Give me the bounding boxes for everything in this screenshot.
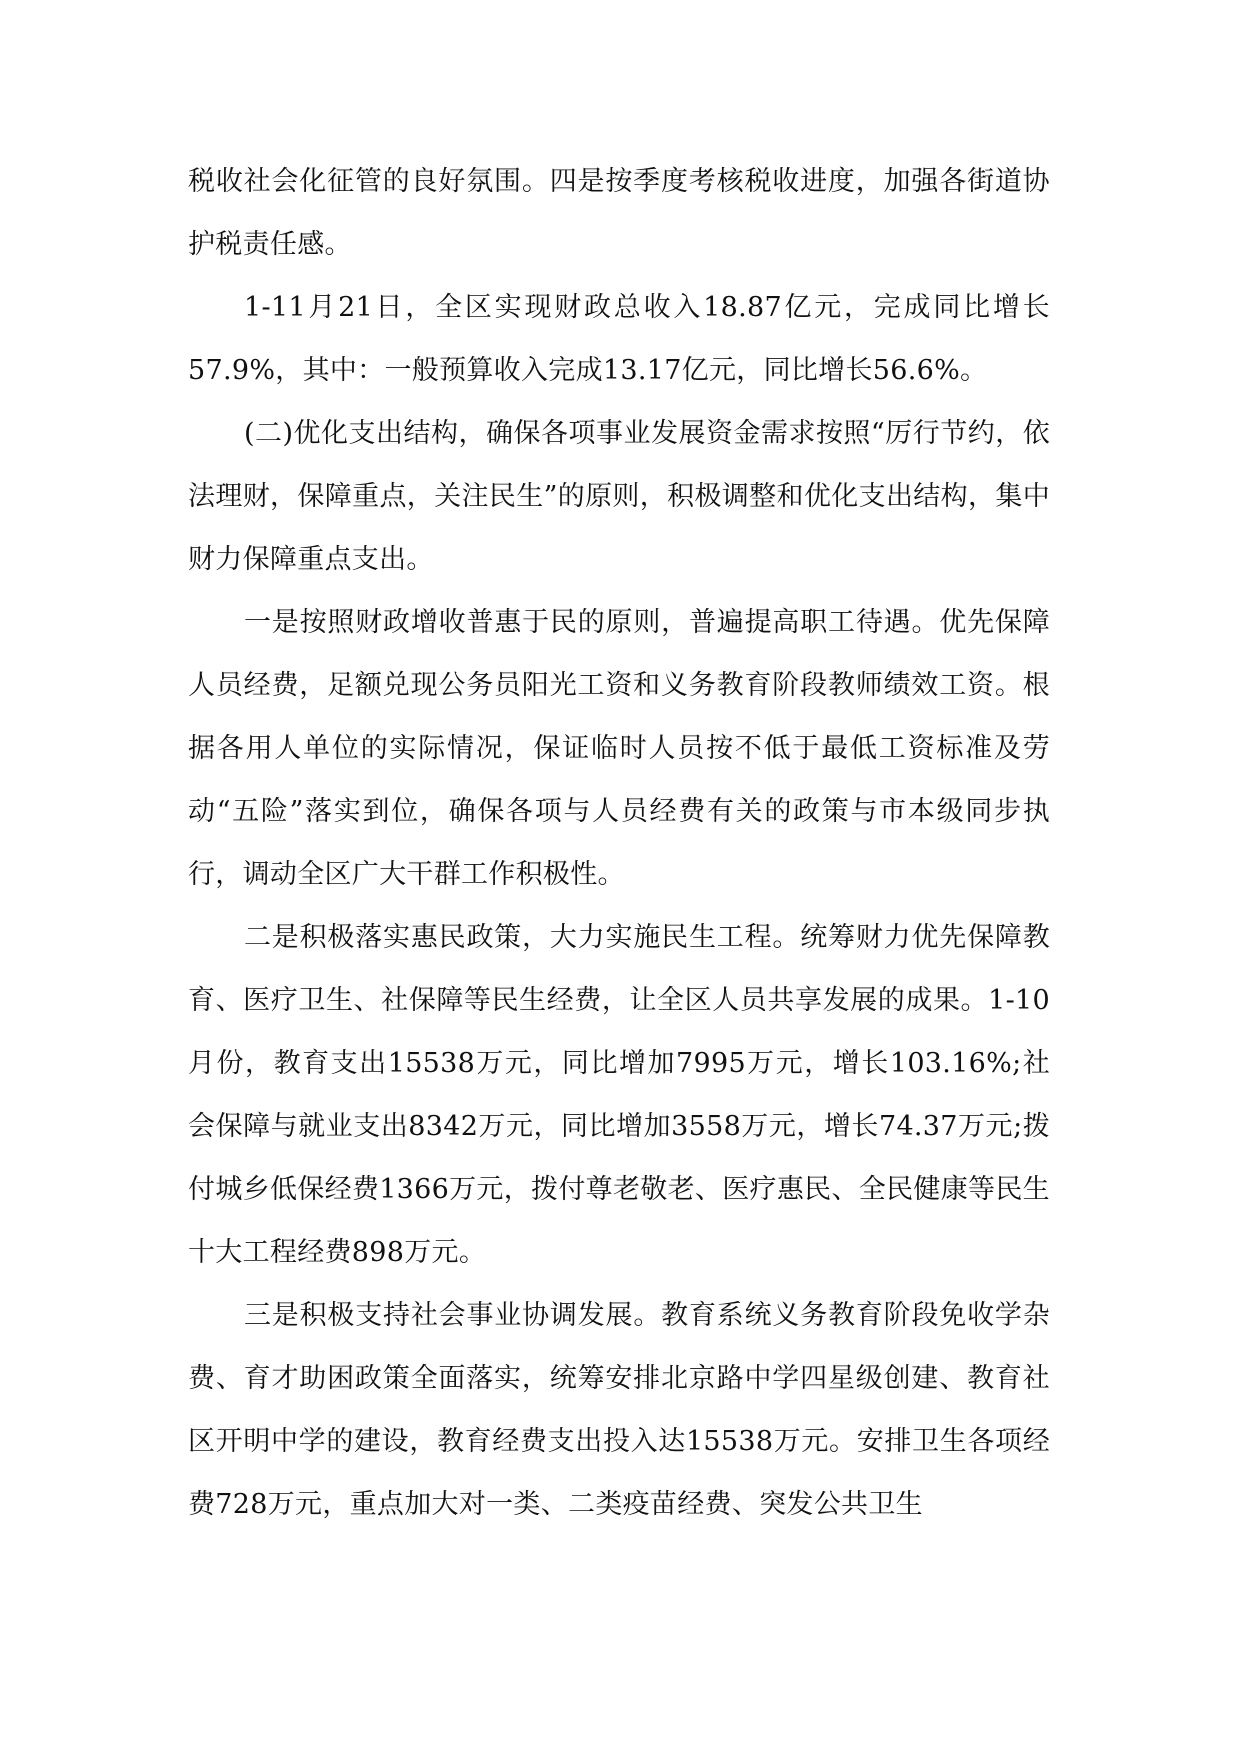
- paragraph-social-undertakings: 三是积极支持社会事业协调发展。教育系统义务教育阶段免收学杂费、育才助困政策全面落实，统筹安排北京路中学四星级创建、教育社区开明中学的建设，教育经费支出投入达15538万元。安排卫生各项经费728万元，重点加大对一类、二类疫苗经费、突发公共卫生: [188, 1300, 1050, 1520]
- paragraph-staff-benefits: 一是按照财政增收普惠于民的原则，普遍提高职工待遇。优先保障人员经费，足额兑现公务员阳光工资和义务教育阶段教师绩效工资。根据各用人单位的实际情况，保证临时人员按不低于最低工资标准及劳动“五险”落实到位，确保各项与人员经费有关的政策与市本级同步执行，调动全区广大干群工作积极性。: [188, 607, 1050, 890]
- paragraph-optimize-spending: (二)优化支出结构，确保各项事业发展资金需求按照“厉行节约，依法理财，保障重点，关注民生”的原则，积极调整和优化支出结构，集中财力保障重点支出。: [188, 418, 1050, 575]
- paragraph-tax-atmosphere: 税收社会化征管的良好氛围。四是按季度考核税收进度，加强各街道协护税责任感。: [188, 166, 1050, 260]
- paragraph-revenue-summary: 1-11月21日，全区实现财政总收入18.87亿元，完成同比增长57.9%，其中：一般预算收入完成13.17亿元，同比增长56.6%。: [188, 292, 1050, 386]
- paragraph-livelihood-projects: 二是积极落实惠民政策，大力实施民生工程。统筹财力优先保障教育、医疗卫生、社保障等民生经费，让全区人员共享发展的成果。1-10月份，教育支出15538万元，同比增加7995万元，增长103.16%;社会保障与就业支出8342万元，同比增加3558万元，增长74.37万元;拨付城乡低保经费1366万元，拨付尊老敬老、医疗惠民、全民健康等民生十大工程经费898万元。: [188, 922, 1050, 1268]
- document-body: [188, 150, 1050, 1536]
